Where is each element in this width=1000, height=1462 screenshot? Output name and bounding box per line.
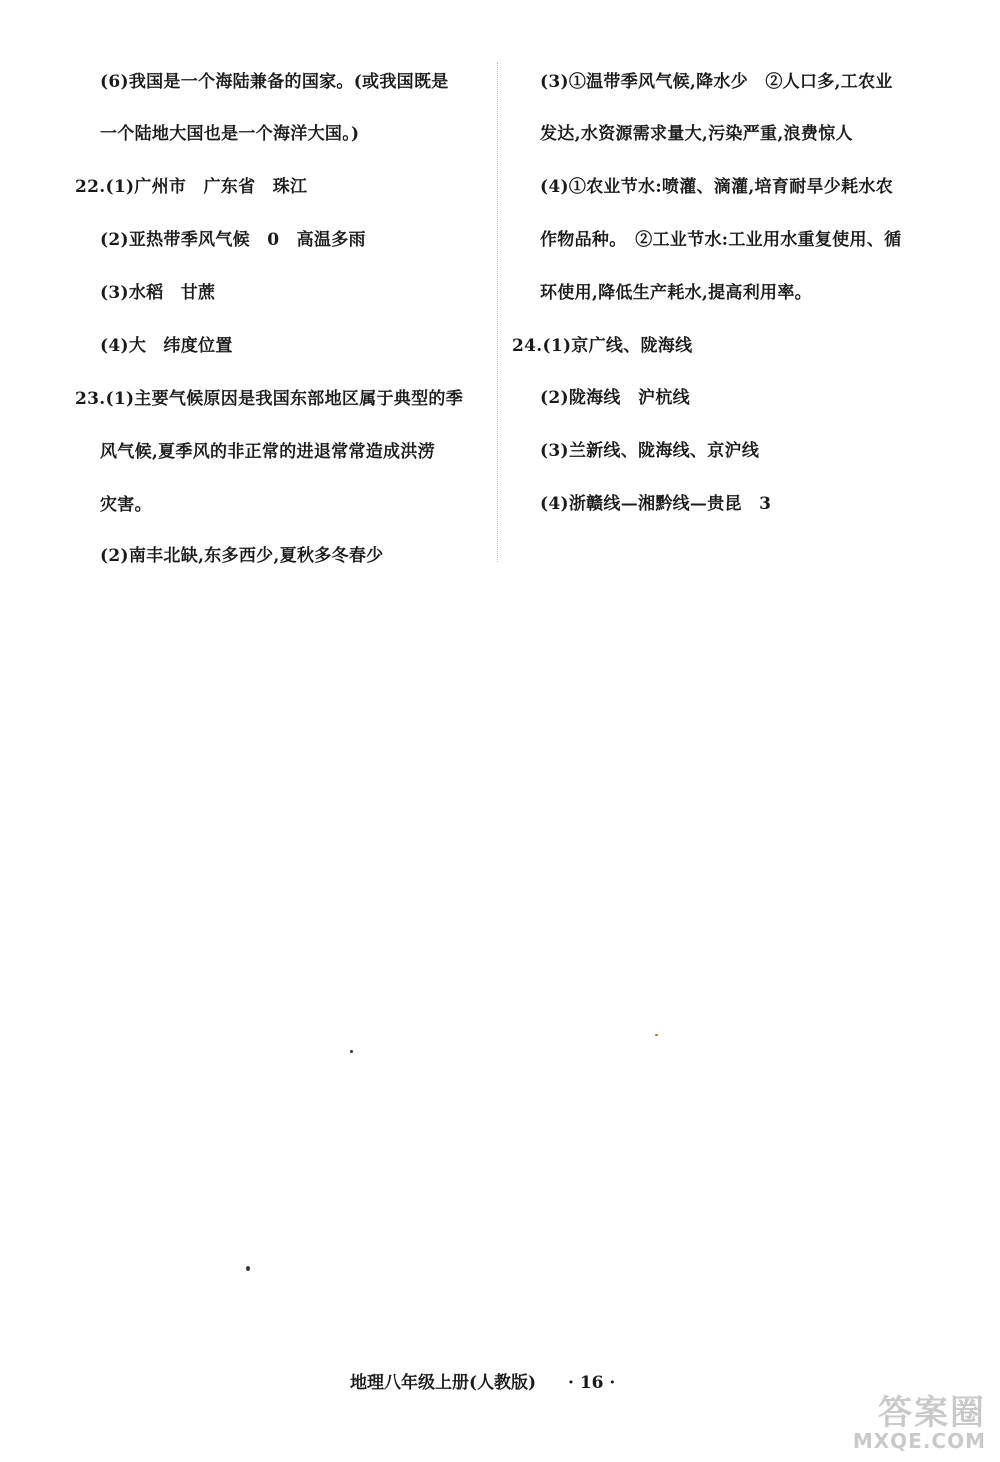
page-number: · 16 · [568, 1373, 616, 1393]
answer-line: (3)兰新线、陇海线、京沪线 [540, 441, 760, 461]
answer-line: 发达,水资源需求量大,污染严重,浪费惊人 [540, 124, 853, 144]
watermark-logo-text: 答案圈 [878, 1393, 986, 1433]
answer-line: (2)南丰北缺,东多西少,夏秋多冬春少 [100, 546, 384, 566]
answer-line: 风气候,夏季风的非正常的进退常常造成洪涝 [100, 442, 435, 462]
answer-line: (3)①温带季风气候,降水少 ②人口多,工农业 [540, 72, 893, 92]
answer-line: 24.(1)京广线、陇海线 [512, 336, 693, 356]
scan-speck [350, 1050, 353, 1053]
answer-line: 灾害。 [100, 495, 152, 515]
book-title: 地理八年级上册(人教版) [350, 1373, 537, 1393]
scan-speck [655, 1034, 658, 1036]
answer-line: (4)大 纬度位置 [100, 336, 233, 356]
answer-line: (4)①农业节水:喷灌、滴灌,培育耐旱少耗水农 [540, 177, 894, 197]
site-watermark [836, 1385, 986, 1455]
answer-line: (3)水稻 甘蔗 [100, 283, 216, 303]
answer-line: (6)我国是一个海陆兼备的国家。(或我国既是 [100, 72, 449, 92]
answer-line: 一个陆地大国也是一个海洋大国。) [100, 124, 360, 144]
answer-line: 环使用,降低生产耗水,提高利用率。 [540, 283, 812, 303]
answer-line: (2)陇海线 沪杭线 [540, 388, 690, 408]
scan-speck [246, 1266, 250, 1271]
answer-line: (2)亚热带季风气候 0 高温多雨 [100, 230, 366, 250]
watermark-url: MXQE.COM [852, 1429, 986, 1453]
answer-line: 作物品种。 ②工业节水:工业用水重复使用、循 [540, 230, 902, 250]
answer-line: (4)浙赣线—湘黔线—贵昆 3 [540, 494, 772, 514]
answer-line: 23.(1)主要气候原因是我国东部地区属于典型的季 [75, 389, 463, 409]
page-footer [350, 1368, 615, 1393]
column-divider [497, 62, 498, 562]
answer-line: 22.(1)广州市 广东省 珠江 [75, 177, 308, 197]
